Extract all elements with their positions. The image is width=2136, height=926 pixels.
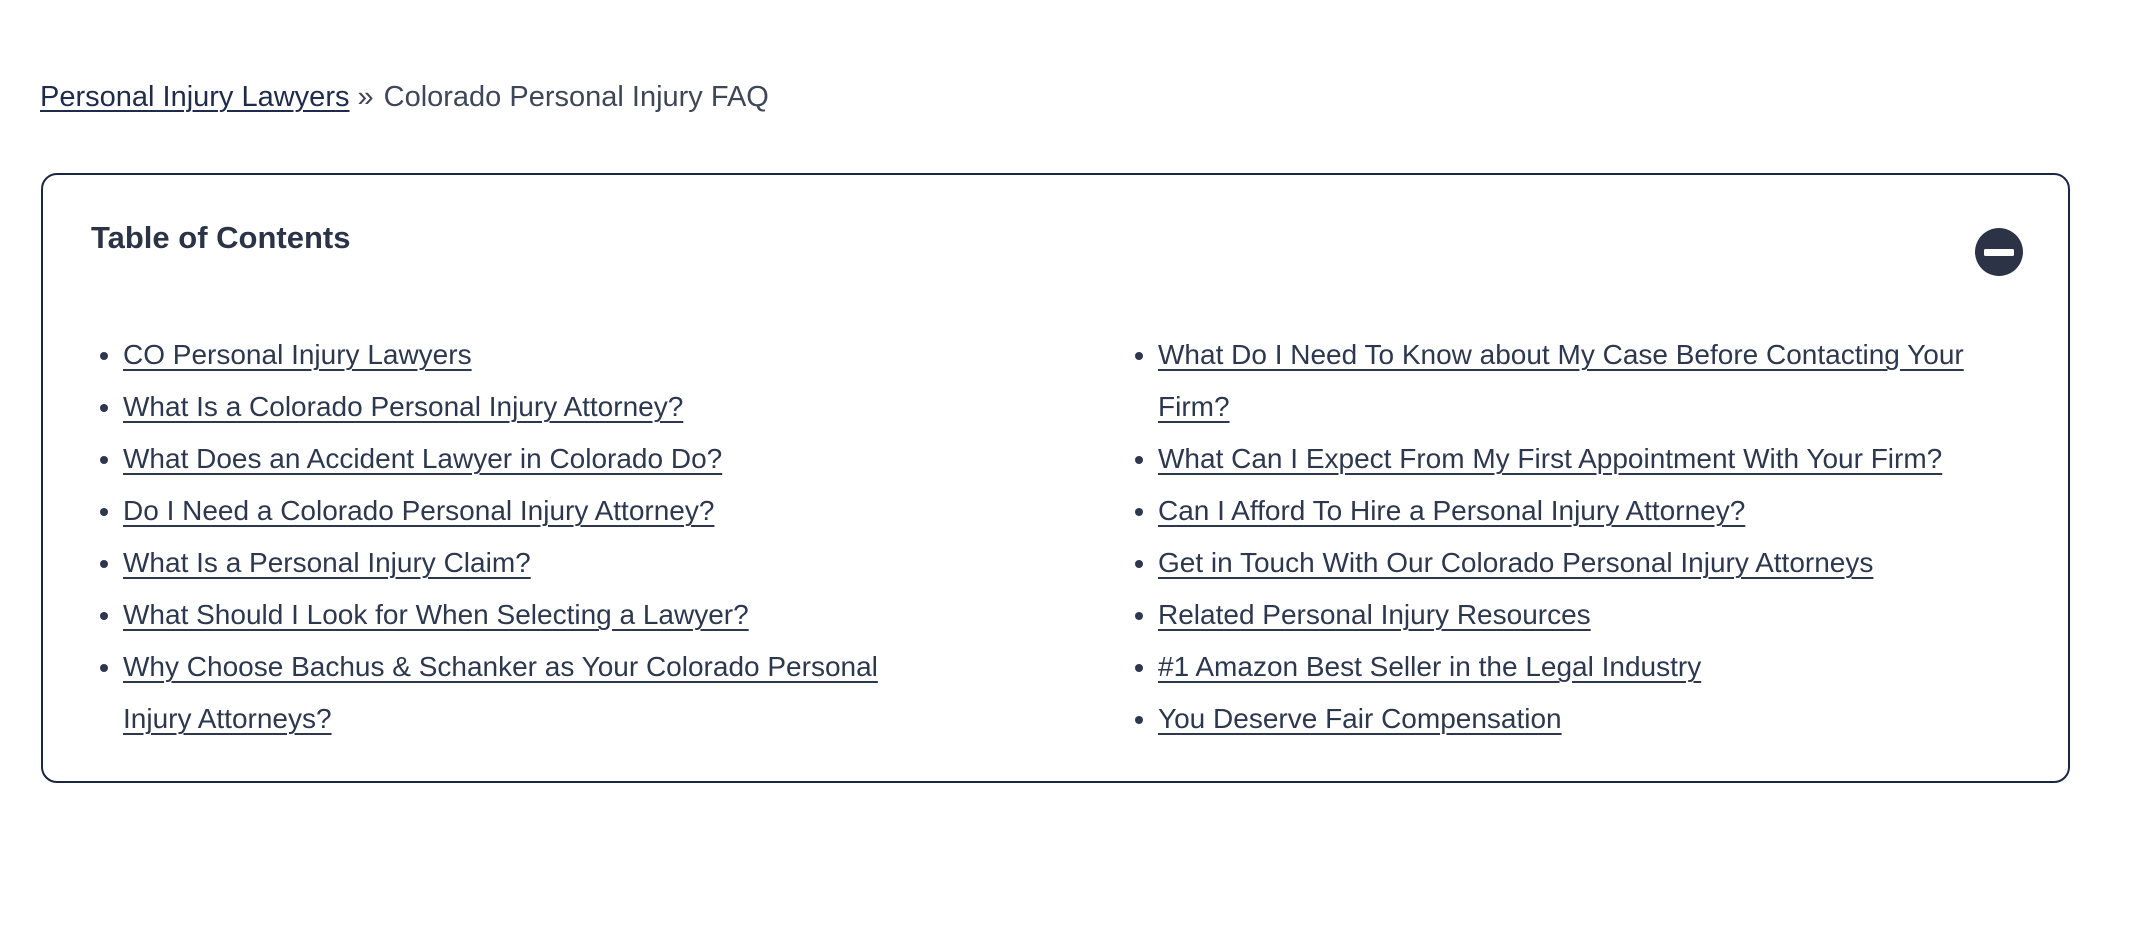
toc-link[interactable]: What Does an Accident Lawyer in Colorado Do? bbox=[123, 443, 723, 474]
toc-list-left bbox=[91, 329, 911, 745]
toc-list-right bbox=[1126, 329, 2036, 745]
toc-list-item bbox=[123, 433, 911, 485]
toc-list-item bbox=[1158, 537, 2036, 589]
toc-link[interactable]: You Deserve Fair Compensation bbox=[1158, 703, 1562, 734]
toc-lists bbox=[91, 329, 2036, 745]
toc-link[interactable]: Do I Need a Colorado Personal Injury Attorney? bbox=[123, 495, 715, 526]
toc-list-item bbox=[123, 329, 911, 381]
toc-list-item bbox=[123, 537, 911, 589]
toc-list-item bbox=[1158, 693, 2036, 745]
toc-link[interactable]: What Should I Look for When Selecting a Lawyer? bbox=[123, 599, 749, 630]
toc-link[interactable]: CO Personal Injury Lawyers bbox=[123, 339, 472, 370]
toc-list-item bbox=[1158, 433, 2036, 485]
toc-list-item bbox=[123, 641, 911, 745]
toc-list-item bbox=[123, 485, 911, 537]
toc-link[interactable]: What Do I Need To Know about My Case Before Contacting Your Firm? bbox=[1158, 339, 1964, 422]
toc-link[interactable]: What Can I Expect From My First Appointment With Your Firm? bbox=[1158, 443, 1943, 474]
breadcrumb bbox=[40, 78, 2136, 116]
toc-link[interactable]: What Is a Colorado Personal Injury Attorney? bbox=[123, 391, 684, 422]
toc-list-item bbox=[123, 589, 911, 641]
toc-link[interactable]: Get in Touch With Our Colorado Personal Injury Attorneys bbox=[1158, 547, 1874, 578]
breadcrumb-current-page: Colorado Personal Injury FAQ bbox=[383, 81, 769, 113]
toc-link[interactable]: Related Personal Injury Resources bbox=[1158, 599, 1591, 630]
toc-list-item bbox=[123, 381, 911, 433]
toc-title: Table of Contents bbox=[91, 220, 351, 255]
toc-list-item bbox=[1158, 329, 2036, 433]
toc-list-item bbox=[1158, 641, 2036, 693]
toc-link[interactable]: #1 Amazon Best Seller in the Legal Industry bbox=[1158, 651, 1702, 682]
toc-link[interactable]: Why Choose Bachus & Schanker as Your Colorado Personal Injury Attorneys? bbox=[123, 651, 878, 734]
breadcrumb-link-personal-injury-lawyers[interactable]: Personal Injury Lawyers bbox=[40, 81, 350, 113]
toc-collapse-button[interactable] bbox=[1975, 228, 2023, 276]
table-of-contents-panel bbox=[41, 173, 2070, 783]
breadcrumb-separator: » bbox=[357, 81, 374, 113]
toc-link[interactable]: What Is a Personal Injury Claim? bbox=[123, 547, 531, 578]
minus-icon bbox=[1984, 249, 2014, 256]
toc-link[interactable]: Can I Afford To Hire a Personal Injury Attorney? bbox=[1158, 495, 1746, 526]
toc-list-item bbox=[1158, 589, 2036, 641]
toc-list-item bbox=[1158, 485, 2036, 537]
